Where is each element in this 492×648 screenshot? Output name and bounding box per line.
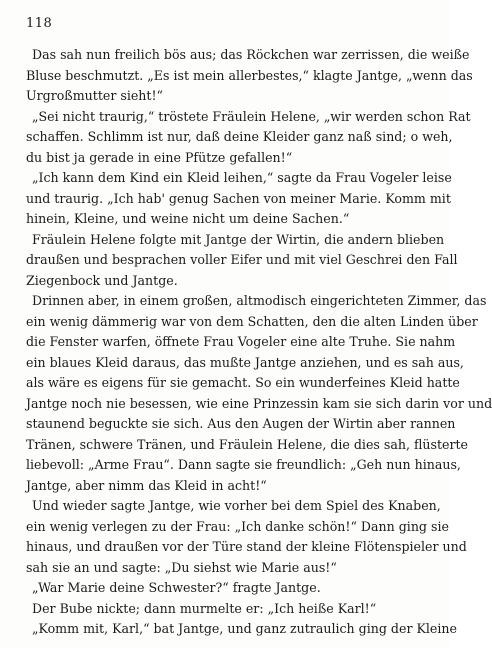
text-line: als wäre es eigens für sie gemacht. So ein wunderfeines Kleid hatte	[26, 375, 460, 390]
text-line: Tränen, schwere Tränen, und Fräulein Helene, die dies sah, flüsterte	[26, 436, 468, 452]
text-line: Der Bube nickte; dann murmelte er: „Ich heiße Karl!“	[32, 600, 377, 616]
body-text	[26, 45, 492, 640]
text-line: und traurig. „Ich hab' genug Sachen von meiner Marie. Komm mit	[26, 190, 451, 206]
text-line: „War Marie deine Schwester?“ fragte Jantge.	[32, 580, 321, 595]
text-line: „Komm mit, Karl,“ bat Jantge, und ganz zutraulich ging der Kleine	[32, 621, 457, 636]
text-line: Bluse beschmutzt. „Es ist mein allerbestes,“ klagte Jantge, „wenn das	[26, 67, 473, 83]
text-line: Das sah nun freilich bös aus; das Röckchen war zerrissen, die weiße	[32, 47, 470, 62]
text-line: Jantge, aber nimm das Kleid in acht!“	[26, 477, 267, 493]
text-line: Fräulein Helene folgte mit Jantge der Wirtin, die andern blieben	[32, 231, 445, 247]
text-line: ein wenig dämmerig war von dem Schatten, den die alten Linden über	[26, 313, 478, 329]
text-line: „Sei nicht traurig,“ tröstete Fräulein Helene, „wir werden schon Rat	[32, 108, 471, 124]
text-line: hinaus, und draußen vor der Türe stand der kleine Flötenspieler und	[26, 539, 467, 554]
text-line: sah sie an und sagte: „Du siehst wie Marie aus!“	[26, 559, 337, 575]
text-line: du bist ja gerade in eine Pfütze gefallen!“	[26, 149, 293, 165]
page-number: 118	[26, 16, 53, 31]
text-line: Jantge noch nie besessen, wie eine Prinzessin kam sie sich darin vor und	[26, 395, 492, 411]
text-line: Ziegenbock und Jantge.	[26, 272, 178, 288]
text-line: ein wenig verlegen zu der Frau: „Ich danke schön!“ Dann ging sie	[26, 518, 449, 534]
text-line: ein blaues Kleid daraus, das mußte Jantge anziehen, und es sah aus,	[26, 354, 464, 370]
text-line: draußen und besprachen voller Eifer und mit viel Geschrei den Fall	[26, 252, 458, 267]
text-line: die Fenster warfen, öffnete Frau Vogeler eine alte Truhe. Sie nahm	[26, 334, 456, 349]
text-line: schaffen. Schlimm ist nur, daß deine Kleider ganz naß sind; o weh,	[26, 129, 453, 144]
text-line: Und wieder sagte Jantge, wie vorher bei dem Spiel des Knaben,	[32, 498, 441, 513]
text-line: Drinnen aber, in einem großen, altmodisch eingerichteten Zimmer, das	[32, 293, 487, 308]
text-line: staunend beguckte sie sich. Aus den Augen der Wirtin aber rannen	[26, 416, 456, 431]
text-line: „Ich kann dem Kind ein Kleid leihen,“ sagte da Frau Vogeler leise	[32, 170, 452, 185]
text-line: Urgroßmutter sieht!“	[26, 88, 163, 103]
text-line: hinein, Kleine, und weine nicht um deine Sachen.“	[26, 211, 350, 226]
text-line: liebevoll: „Arme Frau“. Dann sagte sie freundlich: „Geh nun hinaus,	[26, 457, 461, 472]
